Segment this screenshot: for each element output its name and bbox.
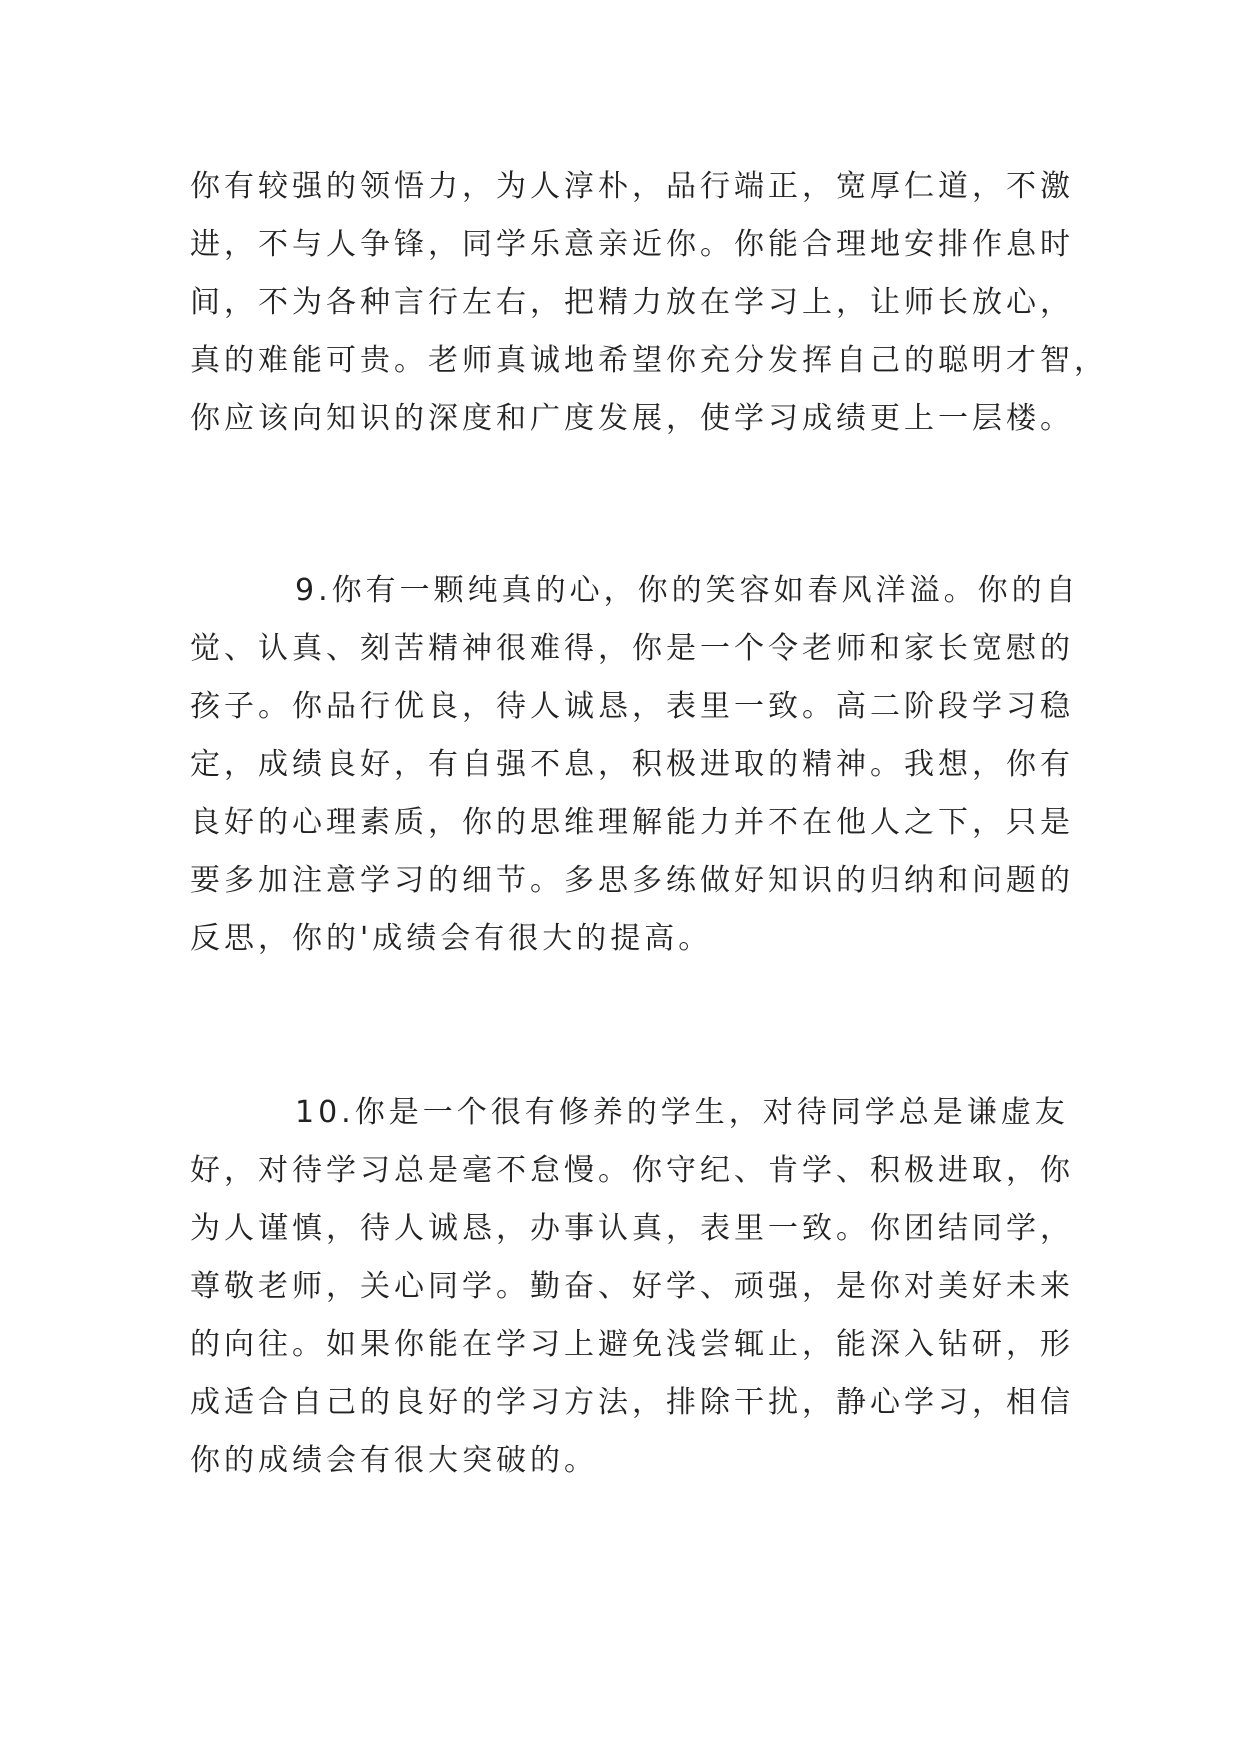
text-line: 好，对待学习总是毫不怠慢。你守纪、肯学、积极进取，你 <box>190 1153 1074 1188</box>
text-line: 成适合自己的良好的学习方法，排除干扰，静心学习，相信 <box>190 1385 1074 1420</box>
text-line: 你应该向知识的深度和广度发展，使学习成绩更上一层楼。 <box>190 401 1074 436</box>
text-line: 孩子。你品行优良，待人诚恳，表里一致。高二阶段学习稳 <box>190 689 1074 724</box>
text-line: 9.你有一颗纯真的心，你的笑容如春风洋溢。你的自 <box>295 573 1080 608</box>
text-line: 要多加注意学习的细节。多思多练做好知识的归纳和问题的 <box>190 863 1074 898</box>
text-line: 的向往。如果你能在学习上避免浅尝辄止，能深入钻研，形 <box>190 1327 1074 1362</box>
text-line: 觉、认真、刻苦精神很难得，你是一个令老师和家长宽慰的 <box>190 631 1074 666</box>
text-line: 良好的心理素质，你的思维理解能力并不在他人之下，只是 <box>190 805 1074 840</box>
comment-paragraph <box>190 562 1080 968</box>
text-line: 反思，你的'成绩会有很大的提高。 <box>190 921 713 956</box>
text-line: 进，不与人争锋，同学乐意亲近你。你能合理地安排作息时 <box>190 227 1074 262</box>
text-line: 10.你是一个很有修养的学生，对待同学总是谦虚友 <box>295 1095 1069 1130</box>
text-line: 定，成绩良好，有自强不息，积极进取的精神。我想，你有 <box>190 747 1074 782</box>
text-line: 你有较强的领悟力，为人淳朴，品行端正，宽厚仁道，不激 <box>190 169 1074 204</box>
text-line: 真的难能可贵。老师真诚地希望你充分发挥自己的聪明才智， <box>190 343 1108 378</box>
text-line: 为人谨慎，待人诚恳，办事认真，表里一致。你团结同学， <box>190 1211 1074 1246</box>
text-line: 尊敬老师，关心同学。勤奋、好学、顽强，是你对美好未来 <box>190 1269 1074 1304</box>
comment-paragraph <box>190 158 1108 448</box>
text-line: 你的成绩会有很大突破的。 <box>190 1443 598 1478</box>
comment-paragraph <box>190 1084 1074 1490</box>
text-line: 间，不为各种言行左右，把精力放在学习上，让师长放心， <box>190 285 1074 320</box>
